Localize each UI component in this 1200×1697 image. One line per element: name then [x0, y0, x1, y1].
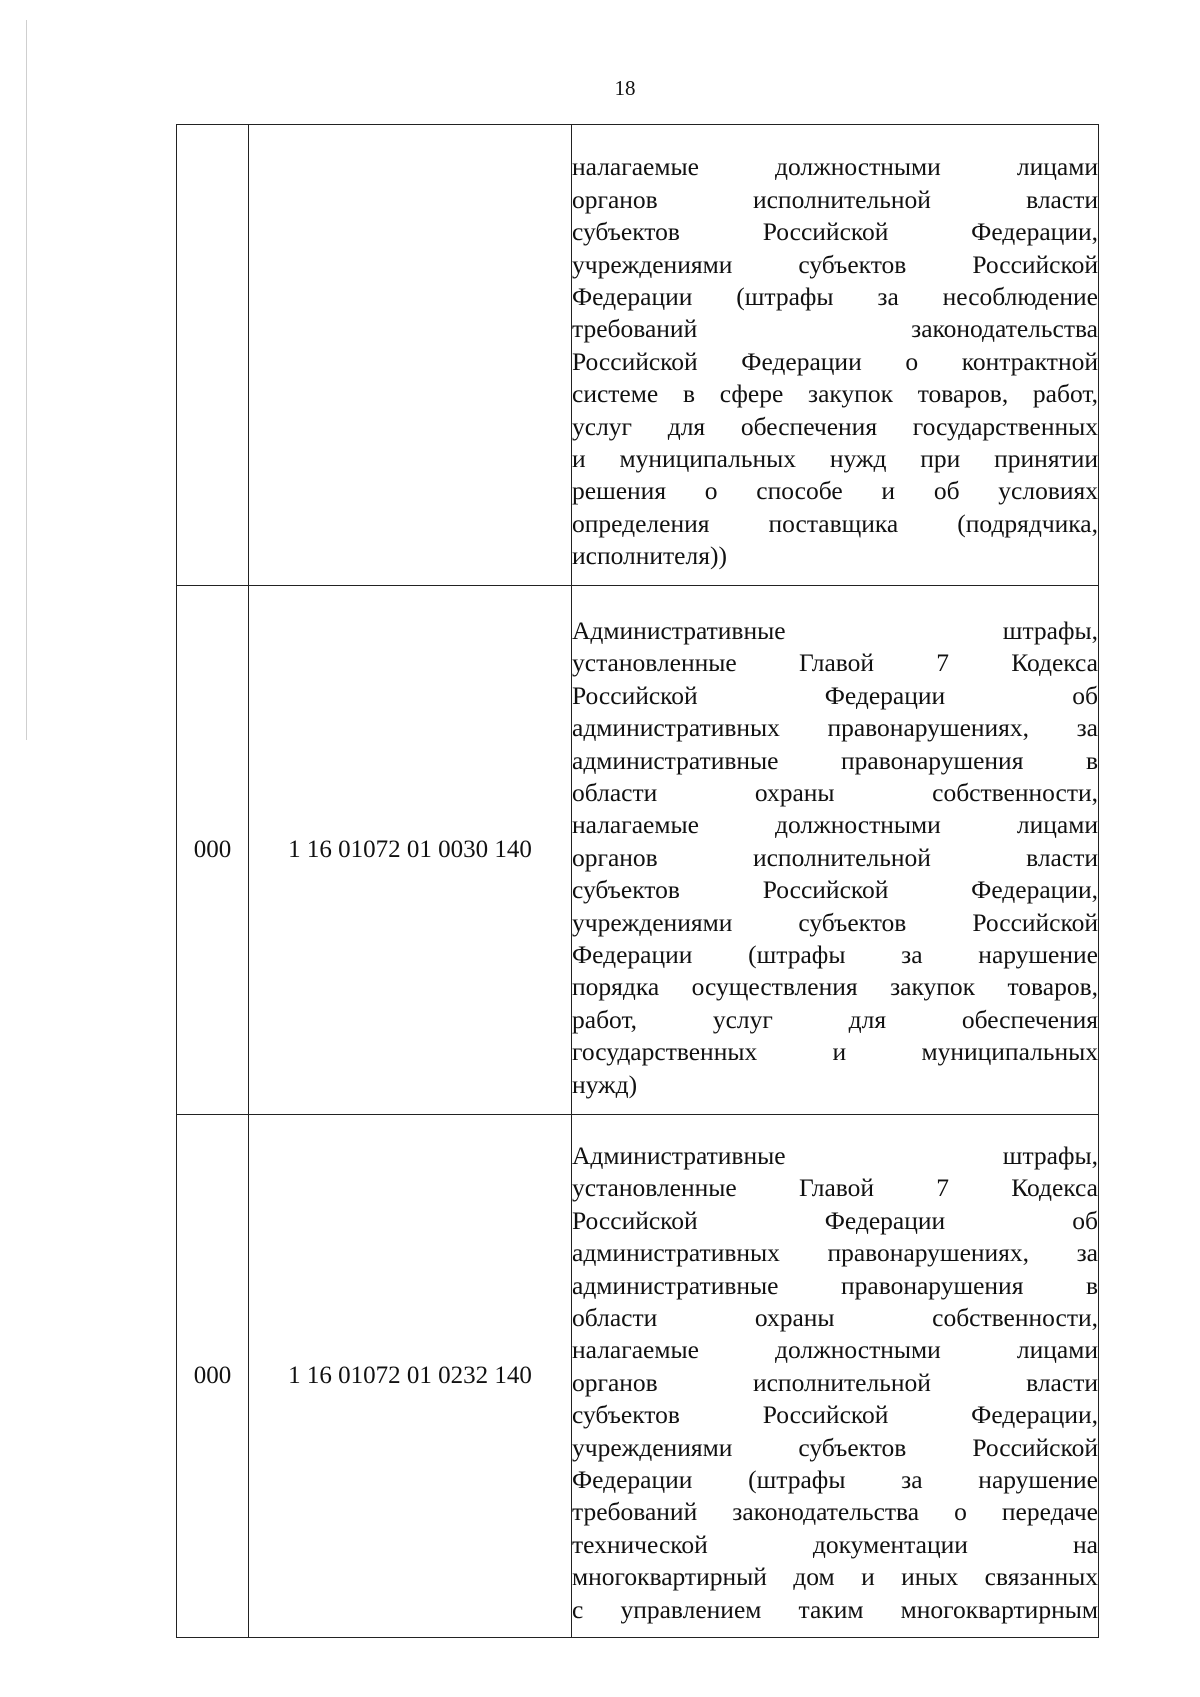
description-line: налагаемые должностными лицами	[572, 810, 1098, 840]
description-line: Административные штрафы,	[572, 1140, 1098, 1170]
description-line: Федерации (штрафы за нарушение	[572, 1465, 1098, 1495]
description-cell	[572, 125, 1099, 586]
table-row	[177, 586, 1099, 1115]
description-cell	[572, 1115, 1099, 1638]
description-cell	[572, 586, 1099, 1115]
description-line: Федерации (штрафы за нарушение	[572, 940, 1098, 970]
description-line: субъектов Российской Федерации,	[572, 217, 1098, 247]
budget-code-cell: 1 16 01072 01 0232 140	[249, 1115, 572, 1638]
description-line: Федерации (штрафы за несоблюдение	[572, 281, 1098, 311]
description-line: установленные Главой 7 Кодекса	[572, 1173, 1098, 1203]
description-line: многоквартирный дом и иных связанных	[572, 1562, 1098, 1592]
description-line: области охраны собственности,	[572, 1302, 1098, 1332]
description-line: субъектов Российской Федерации,	[572, 875, 1098, 905]
description-line: исполнителя))	[572, 541, 727, 571]
description-line: решения о способе и об условиях	[572, 476, 1098, 506]
description-line: области охраны собственности,	[572, 777, 1098, 807]
description-line: порядка осуществления закупок товаров,	[572, 972, 1098, 1002]
admin-code-cell: 000	[177, 1115, 249, 1638]
description-line: и муниципальных нужд при принятии	[572, 444, 1098, 474]
description-line: Российской Федерации об	[572, 1205, 1098, 1235]
description-line: Российской Федерации об	[572, 680, 1098, 710]
description-line: государственных и муниципальных	[572, 1037, 1098, 1067]
admin-code-cell: 000	[177, 586, 249, 1115]
description-line: административных правонарушениях, за	[572, 713, 1098, 743]
description-line: административные правонарушения в	[572, 745, 1098, 775]
description-line: требований законодательства	[572, 314, 1098, 344]
description-line: требований законодательства о передаче	[572, 1497, 1098, 1527]
description-line: определения поставщика (подрядчика,	[572, 508, 1098, 538]
description-line: установленные Главой 7 Кодекса	[572, 648, 1098, 678]
admin-code-cell	[177, 125, 249, 586]
description-line: с управлением таким многоквартирным	[572, 1594, 1098, 1624]
description-line: учреждениями субъектов Российской	[572, 249, 1098, 279]
description-line: налагаемые должностными лицами	[572, 1335, 1098, 1365]
budget-code-cell	[249, 125, 572, 586]
description-line: административных правонарушениях, за	[572, 1238, 1098, 1268]
description-line: учреждениями субъектов Российской	[572, 1432, 1098, 1462]
description-line: органов исполнительной власти	[572, 184, 1098, 214]
description-line: Административные штрафы,	[572, 615, 1098, 645]
description-line: услуг для обеспечения государственных	[572, 411, 1098, 441]
table-row	[177, 125, 1099, 586]
page-number: 18	[614, 76, 636, 100]
description-line: нужд)	[572, 1069, 638, 1099]
table-row	[177, 1115, 1099, 1638]
description-line: Российской Федерации о контрактной	[572, 346, 1098, 376]
description-line: административные правонарушения в	[572, 1270, 1098, 1300]
description-line: учреждениями субъектов Российской	[572, 907, 1098, 937]
description-line: системе в сфере закупок товаров, работ,	[572, 379, 1098, 409]
description-line: органов исполнительной власти	[572, 842, 1098, 872]
description-line: налагаемые должностными лицами	[572, 152, 1098, 182]
description-line: технической документации на	[572, 1529, 1098, 1559]
scan-edge-mark	[26, 20, 27, 740]
budget-code-cell: 1 16 01072 01 0030 140	[249, 586, 572, 1115]
description-line: работ, услуг для обеспечения	[572, 1004, 1098, 1034]
budget-codes-table	[176, 124, 1099, 1638]
description-line: органов исполнительной власти	[572, 1367, 1098, 1397]
description-line: субъектов Российской Федерации,	[572, 1400, 1098, 1430]
